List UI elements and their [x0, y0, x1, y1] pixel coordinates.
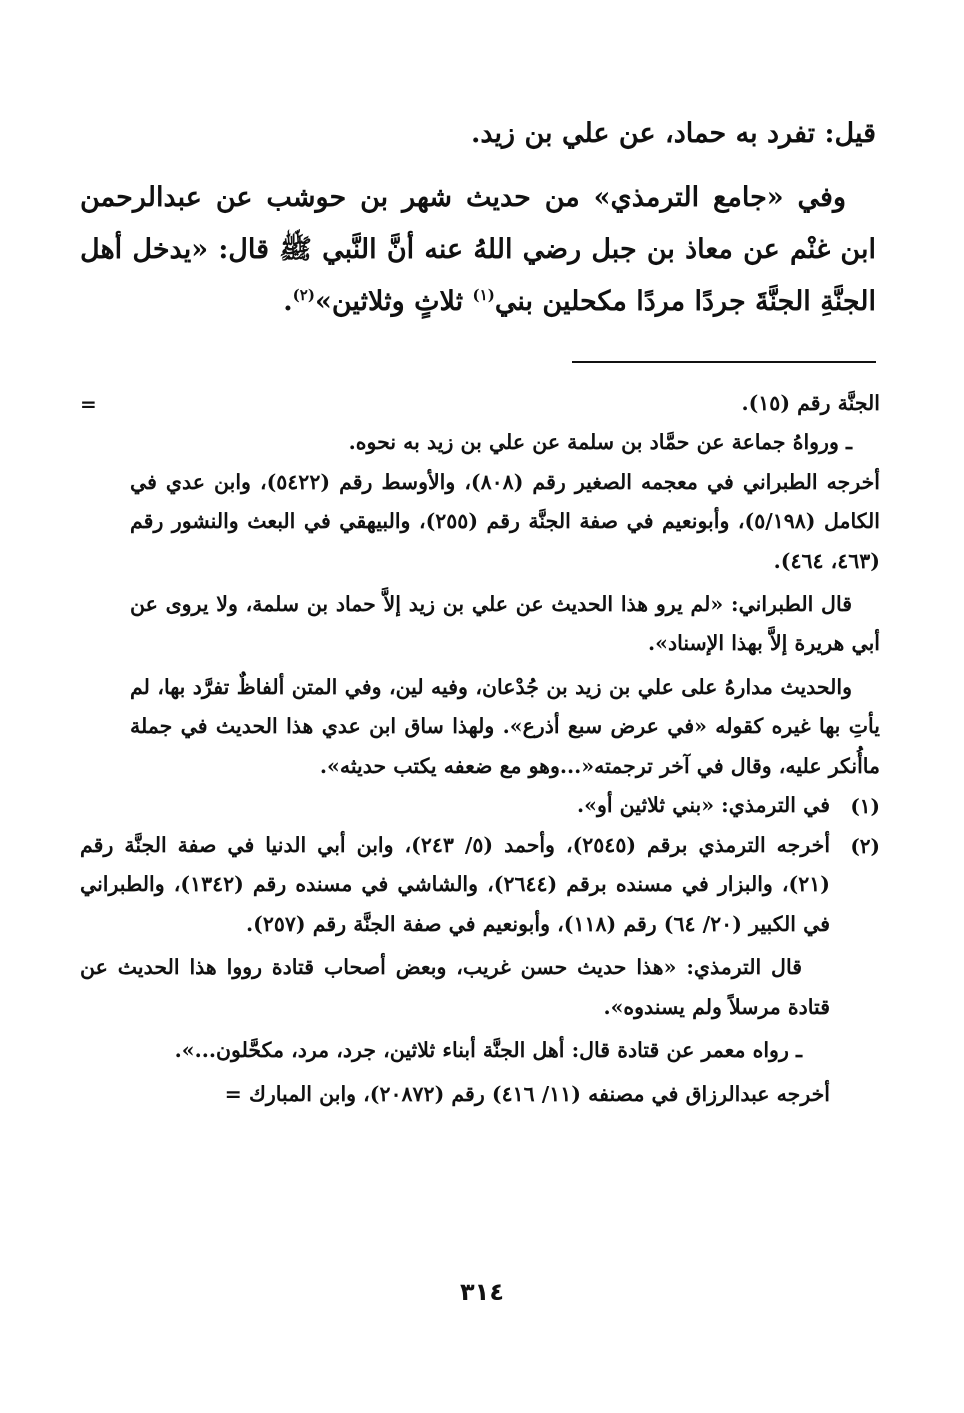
footnote-cont-line: والحديث مدارهُ على علي بن زيد بن جُدْعان، وفيه لين، وفي المتن ألفاظٌ تفرَّد بها، لم يأتِ بها غيره كقوله «في عرض سبع أذرع». ولهذا ساق ابن عدي هذا الحديث في جملة ماأُنكر عليه، وقال في آخر ترجمته«...وهو مع ضعفه يكتب حديثه». [130, 674, 880, 778]
continuation-mark: = [80, 392, 97, 416]
footnote-2-mark: (٢) [850, 834, 880, 859]
hadith-text-end: ثلاثٍ وثلاثين» [314, 286, 473, 317]
footnote-2-line: قال الترمذي: «هذا حديث حسن غريب، وبعض أصحاب قتادة رووا هذا الحديث عن قتادة مرسلاً ولم يسندوه». [80, 955, 830, 1019]
main-paragraph-1: قيل: تفرد به حماد، عن علي بن زيد. [470, 118, 876, 149]
footnote-divider [572, 361, 876, 363]
footnote-1-text: في الترمذي: «بني ثلاثين أو». [577, 793, 830, 818]
footnote-2 [80, 826, 880, 1114]
period: . [283, 286, 293, 317]
main-text [80, 108, 876, 328]
footnote-ref-1[interactable]: (١) [472, 286, 495, 304]
footnote-cont-line: ـ ورواهُ جماعة عن حمَّاد بن سلمة عن علي بن زيد به نحوه. [348, 430, 852, 455]
footnote-1 [80, 786, 880, 826]
footnote-cont-line: قال الطبراني: «لم يرو هذا الحديث عن علي بن زيد إلاَّ حماد بن سلمة، ولا يروى عن أبي هريرة إلاَّ بهذا الإسناد». [130, 592, 880, 656]
hadith-text: وفي «جامع الترمذي» من حديث شهر بن حوشب عن عبدالرحمن ابن غنْم عن معاذ بن جبل رضي اللهُ عنه أنَّ النَّبي ﷺ قال: «يدخل أهل الجنَّةِ الجنَّةَ جردًا مردًا مكحلين بني [80, 182, 876, 317]
page-number: ٣١٤ [460, 1278, 504, 1306]
footnote-ref-2[interactable]: (٢) [292, 286, 315, 304]
main-paragraph-2 [80, 172, 876, 328]
footnote-1-mark: (١) [850, 794, 880, 819]
footnote-2-line: أخرجه الترمذي برقم (٢٥٤٥)، وأحمد (٥/ ٢٤٣)، وابن أبي الدنيا في صفة الجنَّة رقم (٢١)، والبزار في مسنده برقم (٢٦٤٤)، والشاشي في مسنده رقم (١٣٤٢)، والطبراني في الكبير (٢٠/ ٦٤) رقم (١١٨)، وأبونعيم في صفة الجنَّة رقم (٢٥٧). [80, 833, 831, 936]
footnote-cont-line: الجنَّة رقم (١٥). [741, 391, 880, 415]
footnote-2-line: ـ رواه معمر عن قتادة قال: أهل الجنَّة أبناء ثلاثين، جرد، مرد، مكحَّلون...». [174, 1038, 802, 1063]
footnote-cont-line: أخرجه الطبراني في معجمه الصغير رقم (٨٠٨)، والأوسط رقم (٥٤٢٢)، وابن عدي في الكامل (٥/١٩٨)، وأبونعيم في صفة الجنَّة رقم (٢٥٥)، والبيهقي في البعث والنشور رقم (٤٦٣، ٤٦٤). [130, 469, 881, 573]
footnote-continued [80, 384, 880, 786]
footnote-2-line: أخرجه عبدالرزاق في مصنفه (١١/ ٤١٦) رقم (٢٠٨٧٢)، وابن المبارك = [224, 1081, 830, 1106]
footnotes [80, 384, 880, 1114]
